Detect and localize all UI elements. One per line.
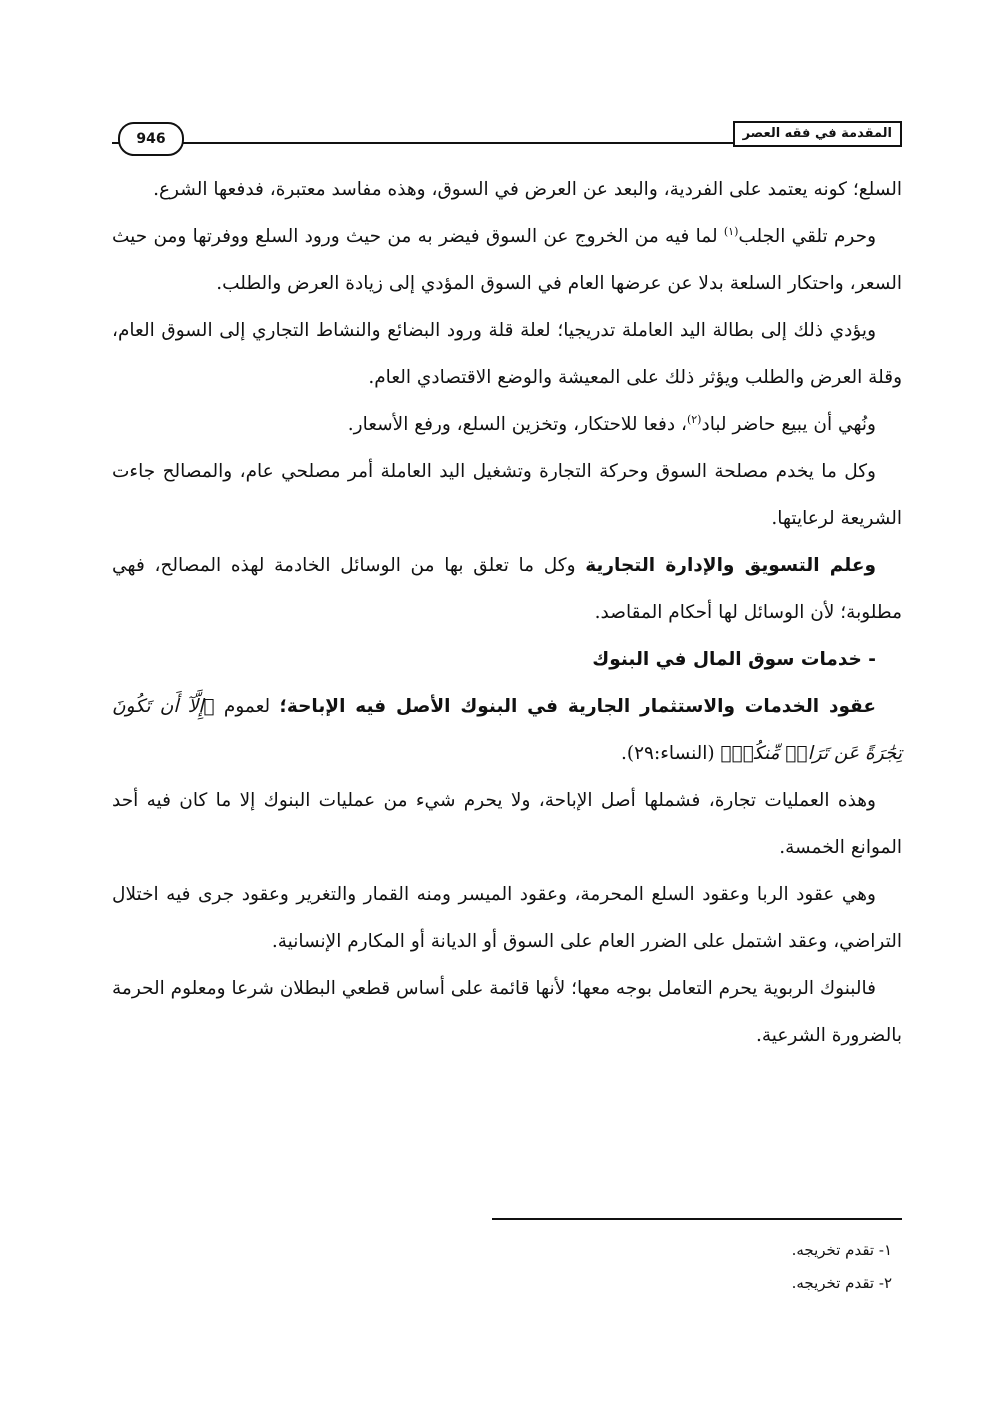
footnote-ref-2: (٢) xyxy=(686,412,702,426)
section-heading: - خدمات سوق المال في البنوك xyxy=(592,649,876,670)
book-title: المقدمة في فقه العصر xyxy=(733,121,902,147)
paragraph-1: السلع؛ كونه يعتمد على الفردية، والبعد عن العرض في السوق، وهذه مفاسد معتبرة، فدفعها الشرع. xyxy=(153,179,902,200)
footnote-1: ١- تقدم تخريجه. xyxy=(791,1241,892,1259)
paragraph-2 xyxy=(112,213,902,307)
quran-verse: ﴿إِلَّآ أَن تَكُونَ تِجَٰرَةً عَن تَرَاضٖ مِّنكُمۡ﴾ xyxy=(112,696,902,764)
paragraph-4 xyxy=(112,401,902,448)
footnote-ref-1: (١) xyxy=(723,224,739,238)
footnote-2: ٢- تقدم تخريجه. xyxy=(791,1274,892,1292)
paragraph-8: وهذه العمليات تجارة، فشملها أصل الإباحة، ولا يحرم شيء من عمليات البنوك إلا ما كان فيه أحد الموانع الخمسة. xyxy=(112,790,902,858)
paragraph-7-bold: عقود الخدمات والاستثمار الجارية في البنوك الأصل فيه الإباحة؛ xyxy=(279,696,876,717)
paragraph-10: فالبنوك الربوية يحرم التعامل بوجه معها؛ لأنها قائمة على أساس قطعي البطلان شرعا ومعلوم الحرمة بالضرورة الشرعية. xyxy=(112,978,902,1046)
paragraph-6-rest: وكل ما تعلق بها من الوسائل الخادمة لهذه المصالح، فهي مطلوبة؛ لأن الوسائل لها أحكام المقاصد. xyxy=(112,555,902,623)
main-text xyxy=(112,166,902,1059)
page-number: 946 xyxy=(118,122,184,156)
paragraph-9: وهي عقود الربا وعقود السلع المحرمة، وعقود الميسر ومنه القمار والتغرير وعقود جرى فيه اختلال التراضي، وعقد اشتمل على الضرر العام على السوق أو الديانة أو المكارم الإنسانية. xyxy=(112,884,902,952)
paragraph-3: ويؤدي ذلك إلى بطالة اليد العاملة تدريجيا؛ لعلة قلة ورود البضائع والنشاط التجاري إلى السوق العام، وقلة العرض والطلب ويؤثر ذلك على المعيشة والوضع الاقتصادي العام. xyxy=(112,320,902,388)
quran-citation: (النساء:٢٩). xyxy=(621,743,721,764)
paragraph-6-bold: وعلم التسويق والإدارة التجارية xyxy=(585,555,876,576)
paragraph-4-start: ونُهي أن يبيع حاضر لباد xyxy=(701,414,876,435)
page-header xyxy=(112,118,902,148)
paragraph-7 xyxy=(112,683,902,777)
paragraph-2-start: وحرم تلقي الجلب xyxy=(738,226,877,247)
paragraph-2-end: لما فيه من الخروج عن السوق فيضر به من حيث ورود السلع ووفرتها ومن حيث السعر، واحتكار السلعة بدلا عن عرضها العام في السوق المؤدي إلى زيادة العرض والطلب. xyxy=(112,226,902,294)
footnotes xyxy=(102,1234,892,1300)
paragraph-7-mid: لعموم xyxy=(214,696,280,717)
paragraph-6 xyxy=(112,542,902,636)
paragraph-5: وكل ما يخدم مصلحة السوق وحركة التجارة وتشغيل اليد العاملة أمر مصلحي عام، والمصالح جاءت الشريعة لرعايتها. xyxy=(112,461,902,529)
paragraph-4-end: ، دفعا للاحتكار، وتخزين السلع، ورفع الأسعار. xyxy=(347,414,687,435)
footnote-rule xyxy=(492,1218,902,1220)
